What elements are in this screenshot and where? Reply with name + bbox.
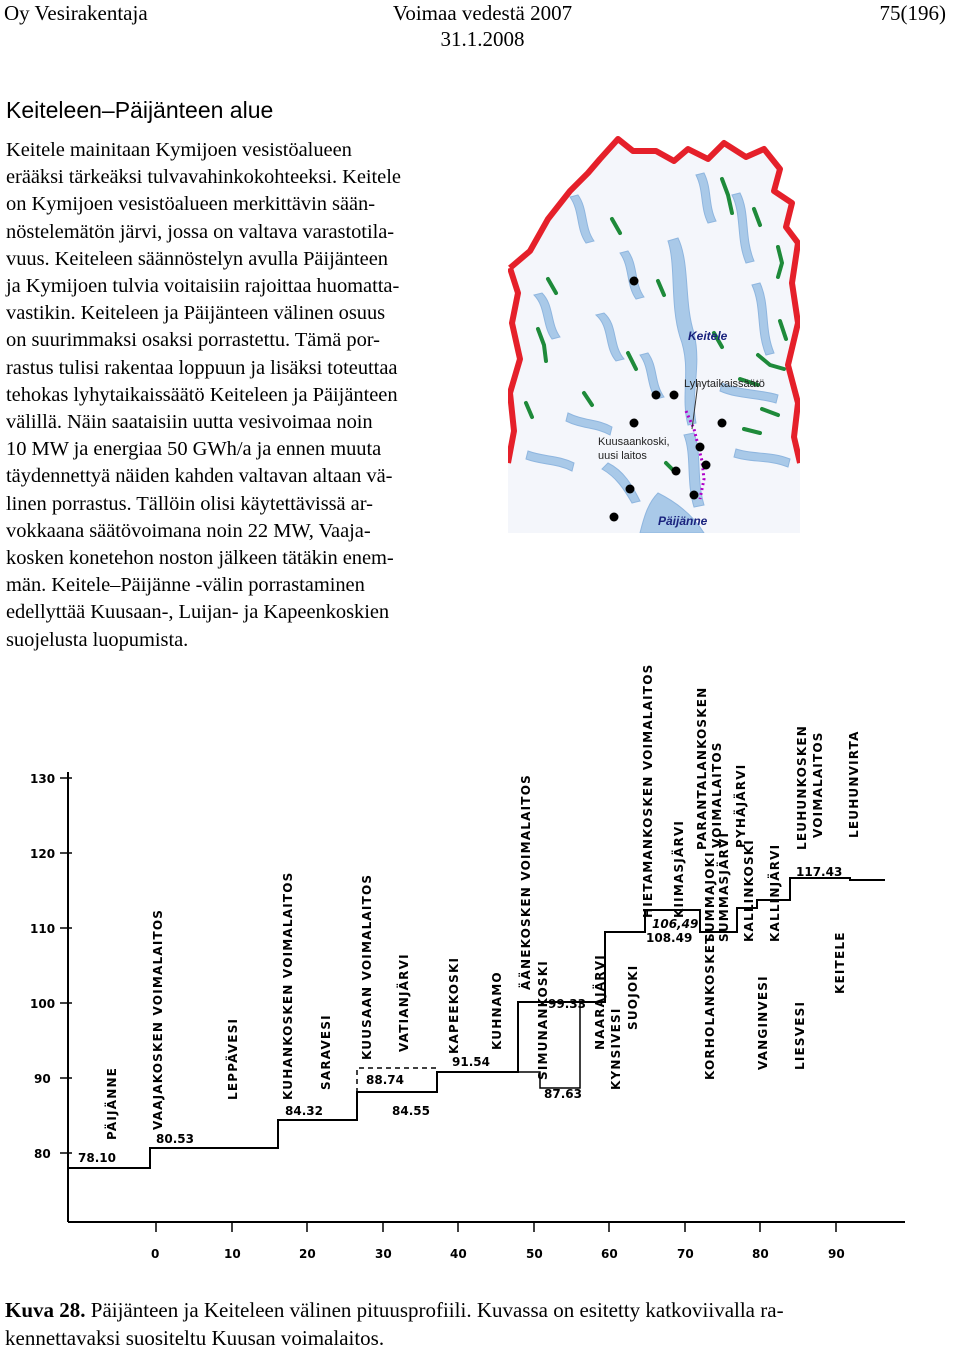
x-tick-label: 40 (450, 1247, 467, 1261)
x-tick-label: 0 (151, 1247, 160, 1261)
level-label: 84.55 (392, 1104, 430, 1118)
profile-label-kallinkoski: KALLINKOSKI (742, 839, 756, 942)
body-line: rastus tulisi rakentaa loppuun ja lisäksi toteuttaa (6, 356, 398, 379)
x-axis-ticks (156, 1222, 836, 1232)
profile-label-leuhunkoski: LEUHUNKOSKEN (795, 725, 809, 850)
handwritten-note: 106,49 (652, 917, 699, 931)
level-label: 78.10 (78, 1151, 116, 1165)
y-tick-label: 100 (30, 997, 56, 1011)
x-tick-label: 80 (752, 1247, 769, 1261)
level-label: 108.49 (646, 931, 693, 945)
profile-label-kiimasjarvi: KIIMASJÄRVI (672, 819, 686, 918)
profile-label-suojoki: SUOJOKI (626, 964, 640, 1030)
body-line: välillä. Näin saataisiin uutta vesivoimaa noin (6, 411, 373, 434)
profile-label-kuhnamo: KUHNAMO (490, 971, 504, 1050)
body-line: erääksi tärkeäksi tulvavahinkokohteeksi. Keitele (6, 166, 401, 189)
body-line: 10 MW ja energiaa 50 GWh/a ja ennen muuta (6, 438, 382, 461)
map-label-kuusaankoski: Kuusaankoski, (598, 436, 670, 448)
profile-label-summajoki: SUMMAJOKI (703, 851, 717, 942)
body-line: täydennettyä näiden kahden valtavan altaan vä- (6, 465, 393, 488)
profile-label-paijanne: PÄIJÄNNE (105, 1066, 119, 1140)
profile-label-vanginvesi: VANGINVESI (756, 975, 770, 1070)
body-line: edellyttää Kuusaan-, Luijan- ja Kapeenkoskien (6, 601, 390, 624)
body-line: nöstelemätön järvi, jossa on valtava varastotila- (6, 220, 395, 243)
profile-label-saravesi: SARAVESI (319, 1014, 333, 1090)
profile-label-liesvesi: LIESVESI (793, 1000, 807, 1070)
section-title: Keiteleen–Päijänteen alue (6, 97, 274, 123)
level-label: 80.53 (156, 1132, 194, 1146)
profile-label-keitele: KEITELE (833, 931, 847, 994)
y-tick-label: 110 (30, 922, 56, 936)
profile-label-parantalankoski: PARANTALANKOSKEN (695, 686, 709, 850)
x-tick-label: 30 (375, 1247, 392, 1261)
profile-label-kuhankoski-plant: KUHANKOSKEN VOIMALAITOS (281, 871, 295, 1100)
y-tick-label: 130 (30, 772, 56, 786)
header-page-number: 75(196) (879, 1, 946, 25)
profile-label-summasjarvi: SUMMASJÄRVI (717, 831, 731, 942)
y-tick-label: 80 (34, 1147, 51, 1161)
body-line: vuus. Keiteleen säännöstelyn avulla Päijänteen (6, 247, 388, 270)
body-line: linen porrastus. Tällöin olisi käytettävissä ar- (6, 492, 373, 515)
y-axis-ticks (60, 778, 72, 1153)
map-label-keitele: Keitele (688, 329, 728, 343)
x-tick-label: 10 (224, 1247, 241, 1261)
profile-label-kapeekoski: KAPEEKOSKI (447, 956, 461, 1054)
profile-label-vatianjarvi: VATIANJÄRVI (397, 953, 411, 1052)
map-label-new-plant: uusi laitos (598, 450, 647, 462)
caption-line (5, 1296, 955, 1324)
header-company: Oy Vesirakentaja (4, 1, 148, 25)
x-tick-label: 50 (526, 1247, 543, 1261)
body-line: vastikin. Keiteleen ja Päijänteen välinen osuus (6, 302, 386, 325)
figure-caption (5, 1296, 955, 1352)
level-label: 84.32 (285, 1104, 323, 1118)
x-tick-label: 90 (828, 1247, 845, 1261)
level-label: 88.74 (366, 1073, 404, 1087)
profile-label-leppavesi: LEPPÄVESI (226, 1017, 240, 1100)
level-label: 117.43 (796, 865, 843, 879)
x-tick-label: 20 (299, 1247, 316, 1261)
x-tick-label: 60 (601, 1247, 618, 1261)
body-line: suojelusta luopumista. (6, 628, 189, 651)
body-line: Keitele mainitaan Kymijoen vesistöalueen (6, 139, 352, 161)
profile-label-kynsivesi: KYNSIVESI (609, 1007, 623, 1090)
longitudinal-profile (0, 660, 960, 1285)
profile-label-pyhajarvi: PYHÄJÄRVI (734, 763, 748, 848)
profile-label-leuhunkoski-plant: VOIMALAITOS (811, 731, 825, 838)
y-tick-label: 120 (30, 847, 56, 861)
map-label-short-term-regulation: Lyhytaikaissäätö (684, 378, 765, 390)
profile-label-simunankoski: SIMUNANKOSKI (536, 960, 550, 1080)
profile-label-parantala-plant: VOIMALAITOS (710, 741, 724, 848)
body-line: on suurimmaksi osaksi porrastettu. Tämä por- (6, 329, 380, 352)
caption-text: Päijänteen ja Keiteleen välinen pituusprofiili. Kuvassa on esitetty katkoviivalla ra- (85, 1298, 784, 1322)
keitele-paijanne-map (508, 133, 800, 533)
body-paragraph (6, 137, 468, 654)
profile-label-korholankosket: KORHOLANKOSKET (703, 934, 717, 1080)
profile-label-hietamankoski-plant: HIETAMANKOSKEN VOIMALAITOS (641, 663, 655, 918)
level-label: 99.33 (548, 997, 586, 1011)
map-label-paijanne: Päijänne (658, 514, 708, 528)
profile-label-vaajakoski-plant: VAAJAKOSKEN VOIMALAITOS (151, 908, 165, 1130)
body-line: vokkaana säätövoimana noin 22 MW, Vaaja- (6, 519, 371, 542)
profile-label-kuusaa-plant: KUUSAAN VOIMALAITOS (360, 873, 374, 1060)
profile-label-naarajarvi: NAARAJÄRVI (593, 954, 607, 1050)
body-line: kosken konetehon noston jälkeen tätäkin enem- (6, 547, 394, 570)
y-tick-label: 90 (34, 1072, 51, 1086)
profile-label-leuhunvirta: LEUHUNVIRTA (847, 730, 861, 838)
profile-label-kallinjarvi: KALLINJÄRVI (768, 843, 782, 942)
profile-label-aanekoski-plant: ÄÄNEKOSKEN VOIMALAITOS (519, 774, 533, 990)
header-report-title (380, 0, 585, 52)
caption-line: kennettavaksi suositeltu Kuusan voimalaitos. (5, 1326, 385, 1350)
header-date: 31.1.2008 (440, 27, 525, 51)
level-label: 91.54 (452, 1055, 490, 1069)
x-tick-label: 70 (677, 1247, 694, 1261)
level-label: 87.63 (544, 1087, 582, 1101)
body-line: on Kymijoen vesistöalueen merkittävin sään- (6, 193, 376, 216)
body-line: tehokas lyhytaikaissäätö Keiteleen ja Päijänteen (6, 383, 398, 406)
body-line: män. Keitele–Päijänne -välin porrastaminen (6, 574, 365, 597)
caption-label: Kuva 28. (5, 1298, 86, 1322)
body-line: ja Kymijoen tulvia voitaisiin rajoittaa huomatta- (6, 275, 400, 298)
header-report-name: Voimaa vedestä 2007 (392, 1, 573, 25)
